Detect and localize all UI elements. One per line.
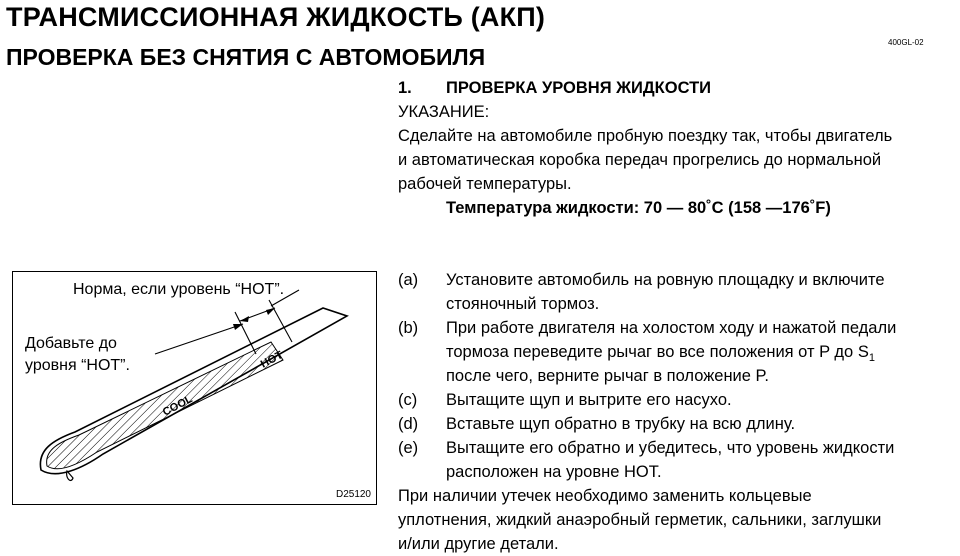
step-label: (b) [398,319,419,337]
arrow-head [240,316,249,322]
page-subtitle: ПРОВЕРКА БЕЗ СНЯТИЯ С АВТОМОБИЛЯ [6,44,486,70]
add-arrow-line [155,324,243,354]
step-text-subscript: 1 [868,352,875,364]
step-text: Установите автомобиль на ровную площадку и включите [446,271,885,289]
step-text: Вытащите его обратно и убедитесь, что уровень жидкости [446,439,895,457]
footer-line: и/или другие детали. [398,535,559,553]
step-label: (a) [398,271,419,289]
step-text: после чего, верните рычаг в положение P. [446,367,769,385]
step-text: Вытащите щуп и вытрите его насухо. [446,391,732,409]
step-text: стояночный тормоз. [446,295,600,313]
temperature-spec: Температура жидкости: 70 — 80˚C (158 —176˚F) [446,199,831,217]
footer-line: При наличии утечек необходимо заменить кольцевые [398,487,812,505]
mark-cool: COOL [160,393,195,419]
dipstick-illustration [13,272,375,503]
reference-code: 400GL-02 [888,38,924,47]
step-label: (d) [398,415,419,433]
figure-code: D25120 [335,489,371,500]
norm-label: Норма, если уровень “HOT”. [73,281,285,298]
step-text: Вставьте щуп обратно в трубку на всю длину. [446,415,796,433]
add-label: уровня “HOT”. [25,357,130,374]
section-heading: ПРОВЕРКА УРОВНЯ ЖИДКОСТИ [446,79,712,97]
arrow-head [233,324,243,330]
section-number: 1. [398,79,412,97]
step-text: расположен на уровне HOT. [446,463,662,481]
footer-line: уплотнения, жидкий анаэробный герметик, сальники, заглушки [398,511,882,529]
step-text-main: тормоза переведите рычаг во все положения от P до S [446,343,869,361]
fluid-drip [67,471,73,480]
note-label: УКАЗАНИЕ: [398,103,490,121]
mark-hot: HOT [258,349,285,371]
step-label: (e) [398,439,419,457]
add-label: Добавьте до [25,335,117,352]
note-line: рабочей температуры. [398,175,572,193]
step-label: (c) [398,391,418,409]
dipstick-figure [12,271,377,505]
step-text: При работе двигателя на холостом ходу и нажатой педали [446,319,897,337]
page-title: ТРАНСМИССИОННАЯ ЖИДКОСТЬ (АКП) [6,2,546,32]
arrow-head [266,308,275,315]
note-line: Сделайте на автомобиле пробную поездку так, чтобы двигатель [398,127,893,145]
note-line: и автоматическая коробка передач прогрелись до нормальной [398,151,882,169]
